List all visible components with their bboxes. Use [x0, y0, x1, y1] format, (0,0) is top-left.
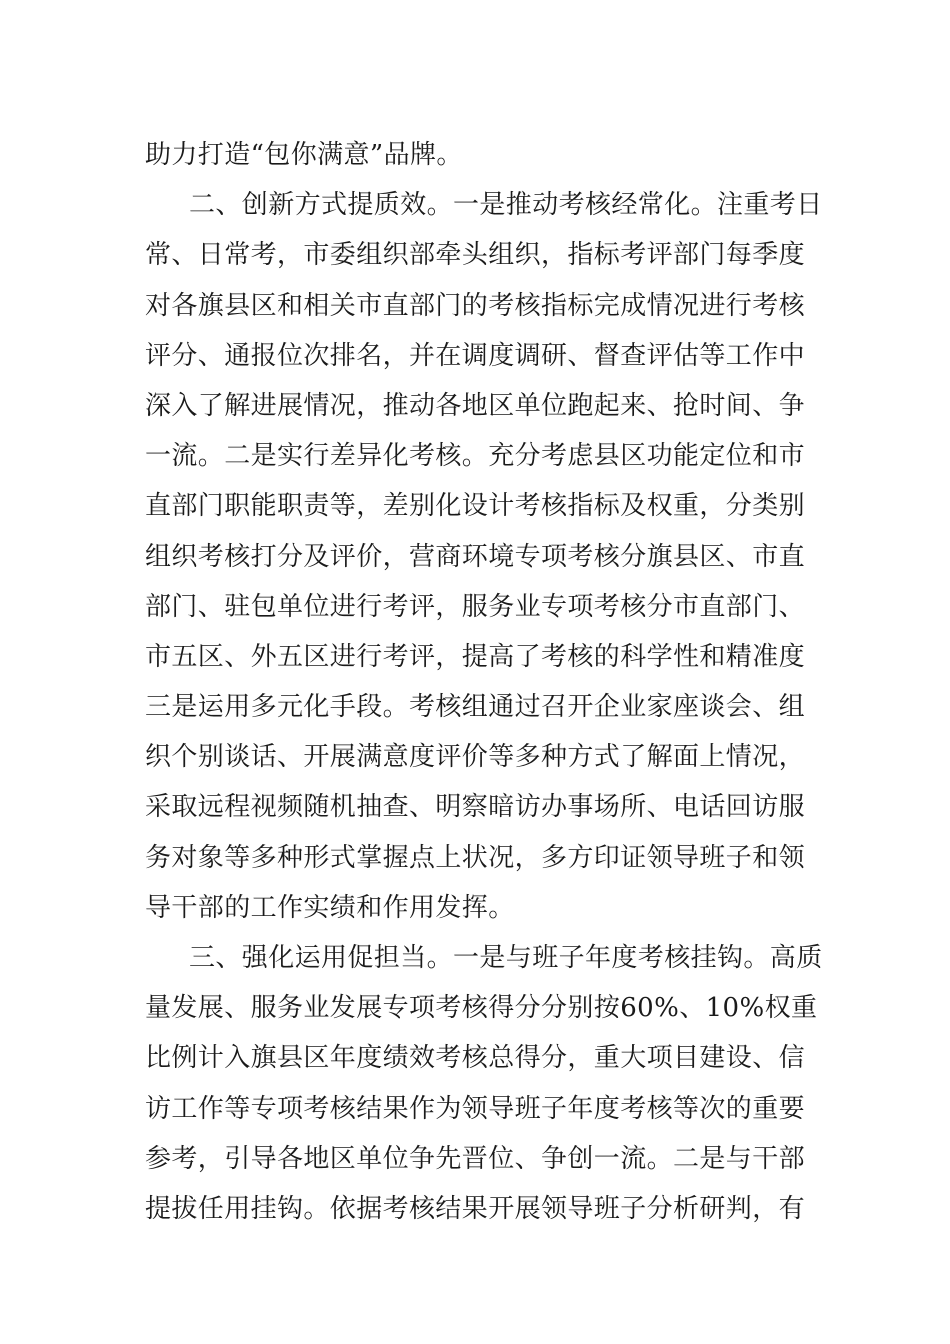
text-line: 采取远程视频随机抽查、明察暗访办事场所、电话回访服 [145, 792, 806, 823]
text-line: 直部门职能职责等，差别化设计考核指标及权重，分类别 [145, 491, 806, 522]
paragraph-1 [145, 130, 810, 180]
text-line: 一流。二是实行差异化考核。充分考虑县区功能定位和市 [145, 441, 806, 472]
document-body [145, 130, 823, 1234]
text-line: 三是运用多元化手段。考核组通过召开企业家座谈会、组 [145, 692, 806, 723]
text-line: 深入了解进展情况，推动各地区单位跑起来、抢时间、争 [145, 390, 806, 421]
paragraph-3 [145, 933, 823, 1234]
text-line: 评分、通报位次排名，并在调度调研、督查评估等工作中 [145, 340, 806, 371]
text-line: 助力打造“包你满意”品牌。 [145, 140, 463, 170]
text-line: 织个别谈话、开展满意度评价等多种方式了解面上情况， [145, 742, 806, 773]
text-line: 量发展、服务业发展专项考核得分分别按60%、10%权重 [145, 993, 818, 1024]
text-line: 比例计入旗县区年度绩效考核总得分，重大项目建设、信 [145, 1043, 806, 1074]
paragraph-2 [145, 180, 823, 933]
text-line: 部门、驻包单位进行考评，服务业专项考核分市直部门、 [145, 591, 806, 622]
text-line: 访工作等专项考核结果作为领导班子年度考核等次的重要 [145, 1093, 806, 1124]
text-line: 参考，引导各地区单位争先晋位、争创一流。二是与干部 [145, 1143, 806, 1174]
text-line: 二、创新方式提质效。一是推动考核经常化。注重考日 [189, 190, 823, 221]
text-line: 三、强化运用促担当。一是与班子年度考核挂钩。高质 [189, 943, 823, 973]
text-line: 务对象等多种形式掌握点上状况，多方印证领导班子和领 [145, 842, 806, 873]
text-line: 对各旗县区和相关市直部门的考核指标完成情况进行考核 [145, 290, 806, 321]
text-line: 提拔任用挂钩。依据考核结果开展领导班子分析研判，有 [145, 1193, 806, 1224]
text-line: 导干部的工作实绩和作用发挥。 [145, 892, 515, 923]
text-line: 市五区、外五区进行考评，提高了考核的科学性和精准度 [145, 641, 806, 672]
text-line: 组织考核打分及评价，营商环境专项考核分旗县区、市直 [145, 541, 806, 572]
text-line: 常、日常考，市委组织部牵头组织，指标考评部门每季度 [145, 240, 806, 271]
